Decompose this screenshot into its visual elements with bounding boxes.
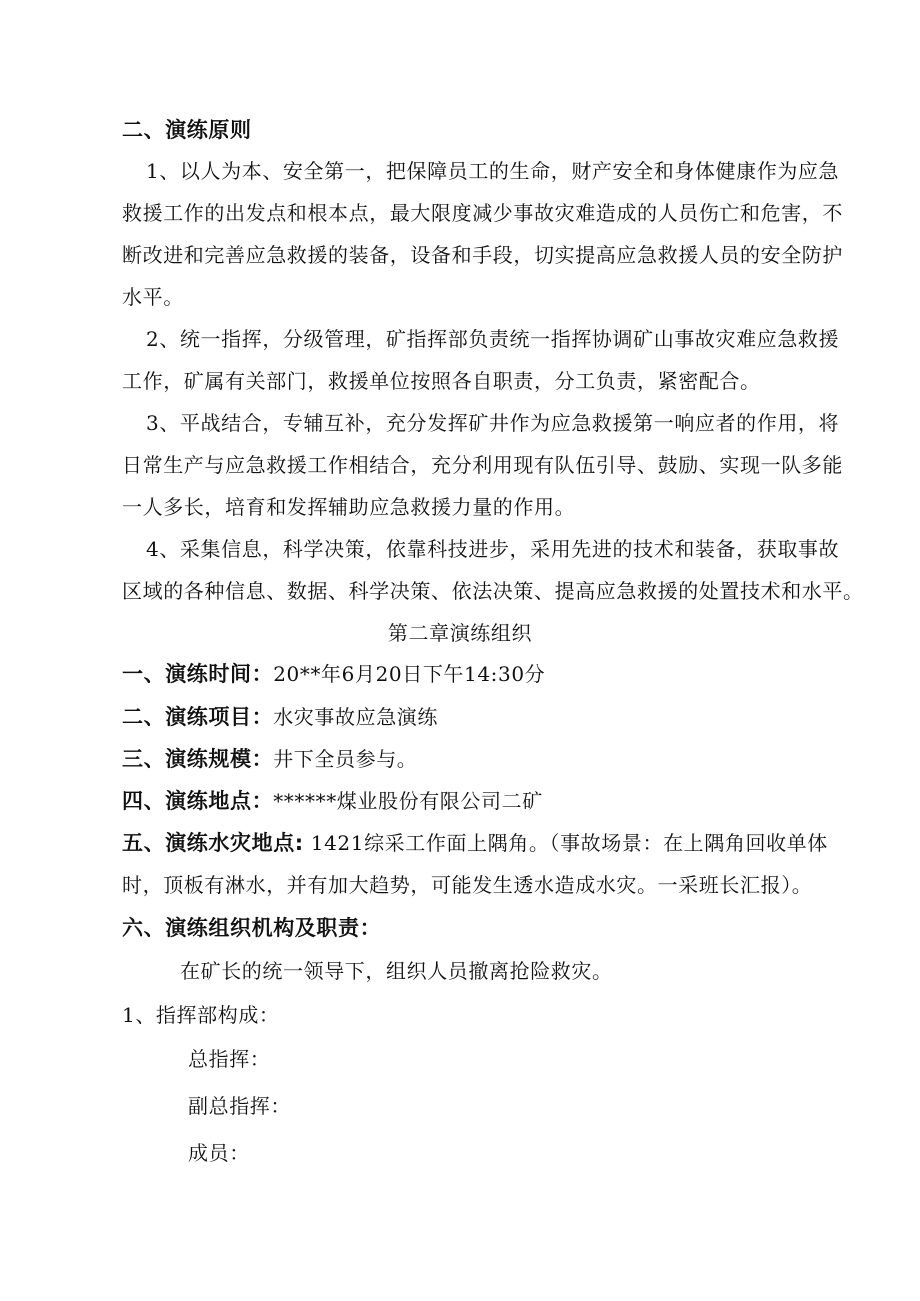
drill-project-row bbox=[122, 703, 438, 731]
drill-project-value: 水灾事故应急演练 bbox=[273, 705, 439, 729]
principle-1-line-3: 断改进和完善应急救援的装备，设备和手段，切实提高应急救援人员的安全防护 bbox=[122, 243, 843, 267]
principle-1-line-4: 水平。 bbox=[122, 285, 184, 309]
principle-3-line-3: 一人多长，培育和发挥辅助应急救援力量的作用。 bbox=[122, 495, 576, 519]
drill-scale-label: 三、演练规模： bbox=[122, 747, 274, 771]
deputy-commander-line: 副总指挥： bbox=[188, 1094, 291, 1118]
principle-2-line-1: 2、统一指挥，分级管理，矿指挥部负责统一指挥协调矿山事故灾难应急救援 bbox=[146, 327, 840, 351]
flood-location-row bbox=[122, 829, 828, 857]
section-heading-principles: 二、演练原则 bbox=[122, 118, 252, 142]
flood-location-value: 1421综采工作面上隅角。（事故场景：在上隅角回收单体 bbox=[303, 831, 828, 855]
drill-location-row bbox=[122, 787, 543, 815]
drill-scale-row bbox=[122, 745, 417, 773]
chapter-title: 第二章演练组织 bbox=[387, 621, 533, 645]
drill-project-label: 二、演练项目： bbox=[122, 705, 274, 729]
drill-time-label: 一、演练时间： bbox=[122, 662, 274, 686]
command-structure-heading: 1、指挥部构成： bbox=[122, 1003, 280, 1027]
principle-1-line-1: 1、以人为本、安全第一，把保障员工的生命，财产安全和身体健康作为应急 bbox=[146, 159, 840, 183]
commander-line: 总指挥： bbox=[188, 1047, 271, 1071]
principle-3-line-1: 3、平战结合，专辅互补，充分发挥矿井作为应急救援第一响应者的作用，将 bbox=[146, 411, 840, 435]
flood-location-line-2: 时，顶板有淋水，并有加大趋势，可能发生透水造成水灾。一采班长汇报）。 bbox=[122, 873, 813, 897]
organization-intro: 在矿长的统一领导下，组织人员撤离抢险救灾。 bbox=[180, 959, 613, 983]
members-line: 成员： bbox=[188, 1141, 250, 1165]
drill-time-value: 20**年6月20日下午14:30分 bbox=[273, 662, 546, 686]
principle-2-line-2: 工作，矿属有关部门，救援单位按照各自职责，分工负责，紧密配合。 bbox=[122, 369, 761, 393]
drill-location-label: 四、演练地点： bbox=[122, 789, 274, 813]
organization-row bbox=[122, 914, 381, 942]
principle-4-line-2: 区域的各种信息、数据、科学决策、依法决策、提高应急救援的处置技术和水平。 bbox=[122, 579, 864, 603]
drill-time-row bbox=[122, 660, 545, 688]
principle-1-line-2: 救援工作的出发点和根本点，最大限度减少事故灾难造成的人员伤亡和危害，不 bbox=[122, 201, 843, 225]
drill-location-value: ******煤业股份有限公司二矿 bbox=[273, 789, 543, 813]
principle-4-line-1: 4、采集信息，科学决策，依靠科技进步，采用先进的技术和装备，获取事故 bbox=[146, 537, 840, 561]
principle-3-line-2: 日常生产与应急救援工作相结合，充分利用现有队伍引导、鼓励、实现一队多能 bbox=[122, 453, 843, 477]
organization-label: 六、演练组织机构及职责： bbox=[122, 916, 382, 940]
flood-location-label: 五、演练水灾地点: bbox=[122, 831, 304, 855]
drill-scale-value: 井下全员参与。 bbox=[273, 747, 418, 771]
